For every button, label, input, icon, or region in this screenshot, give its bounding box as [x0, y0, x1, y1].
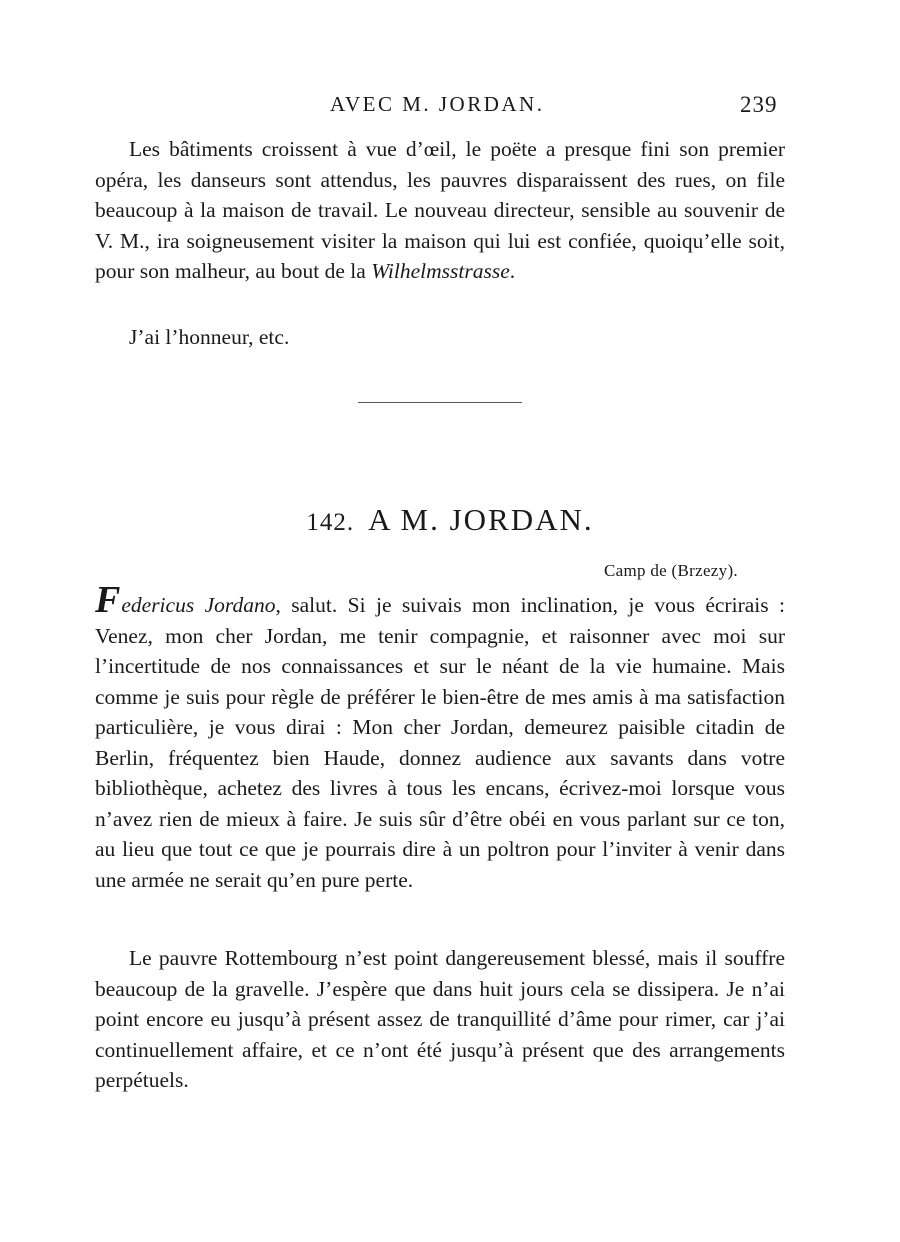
- running-head: [0, 92, 900, 124]
- letter-opening-text: [95, 579, 785, 895]
- salutation-italic: edericus Jordano: [121, 593, 276, 617]
- previous-letter-text-main: Les bâtiments croissent à vue d’œil, le poëte a presque fini son premier opéra, les danseurs sont attendus, les pauvres disparaissent des rues, on file beaucoup à la maison de travail. Le nouveau directeur, sensible au souvenir de V. M., ira soigneusement visiter la maison qui lui est confiée, quoiqu’elle soit, pour son malheur, au bout de la: [95, 137, 785, 283]
- closing-formula: J’ai l’honneur, etc.: [129, 325, 290, 349]
- previous-letter-text-end: .: [509, 259, 516, 283]
- letter-second-text: Le pauvre Rottembourg n’est point dangereusement blessé, mais il souffre beaucoup de la gravelle. J’espère que dans huit jours cela se dissipera. Je n’ai point encore eu jusqu’à présent assez de tranquillité d’âme pour rimer, car j’ai continuellement affaire, et ce n’ont été jusqu’à présent que des arrangements perpétuels.: [95, 946, 785, 1092]
- letter-first-paragraph: [95, 579, 785, 895]
- letter-opening-body: , salut. Si je suivais mon inclination, je vous écrirais : Venez, mon cher Jordan, me tenir compagnie, et raisonner avec moi sur l’incertitude de nos connaissances et sur le néant de la vie humaine. Mais comme je suis pour règle de préférer le bien-être de mes amis à ma satisfaction particulière, je vous dirai : Mon cher Jordan, demeurez paisible citadin de Berlin, fréquentez bien Haude, donnez audience aux savants dans votre bibliothèque, achetez des livres à tous les encans, écrivez-moi lorsque vous n’avez rien de mieux à faire. Je suis sûr d’être obéi en vous parlant sur ce ton, au lieu que tout ce que je pourrais dire à un poltron pour l’inviter à venir dans une armée ne serait qu’en pure perte.: [95, 593, 785, 892]
- letter-title: A M. JORDAN.: [368, 502, 594, 537]
- previous-letter-text: [95, 134, 785, 287]
- page-number: 239: [740, 92, 778, 117]
- letter-second-paragraph: [95, 943, 785, 1096]
- letter-heading: [0, 502, 900, 538]
- section-divider: [358, 402, 522, 403]
- previous-letter-closing: [95, 322, 785, 353]
- previous-letter-paragraph: [95, 134, 785, 287]
- letter-number: 142.: [306, 509, 355, 536]
- street-name-italic: Wilhelmsstrasse: [371, 259, 510, 283]
- letter-place: Camp de (Brzezy).: [604, 561, 738, 580]
- drop-cap: F: [95, 579, 121, 621]
- running-title: AVEC M. JORDAN.: [330, 92, 545, 116]
